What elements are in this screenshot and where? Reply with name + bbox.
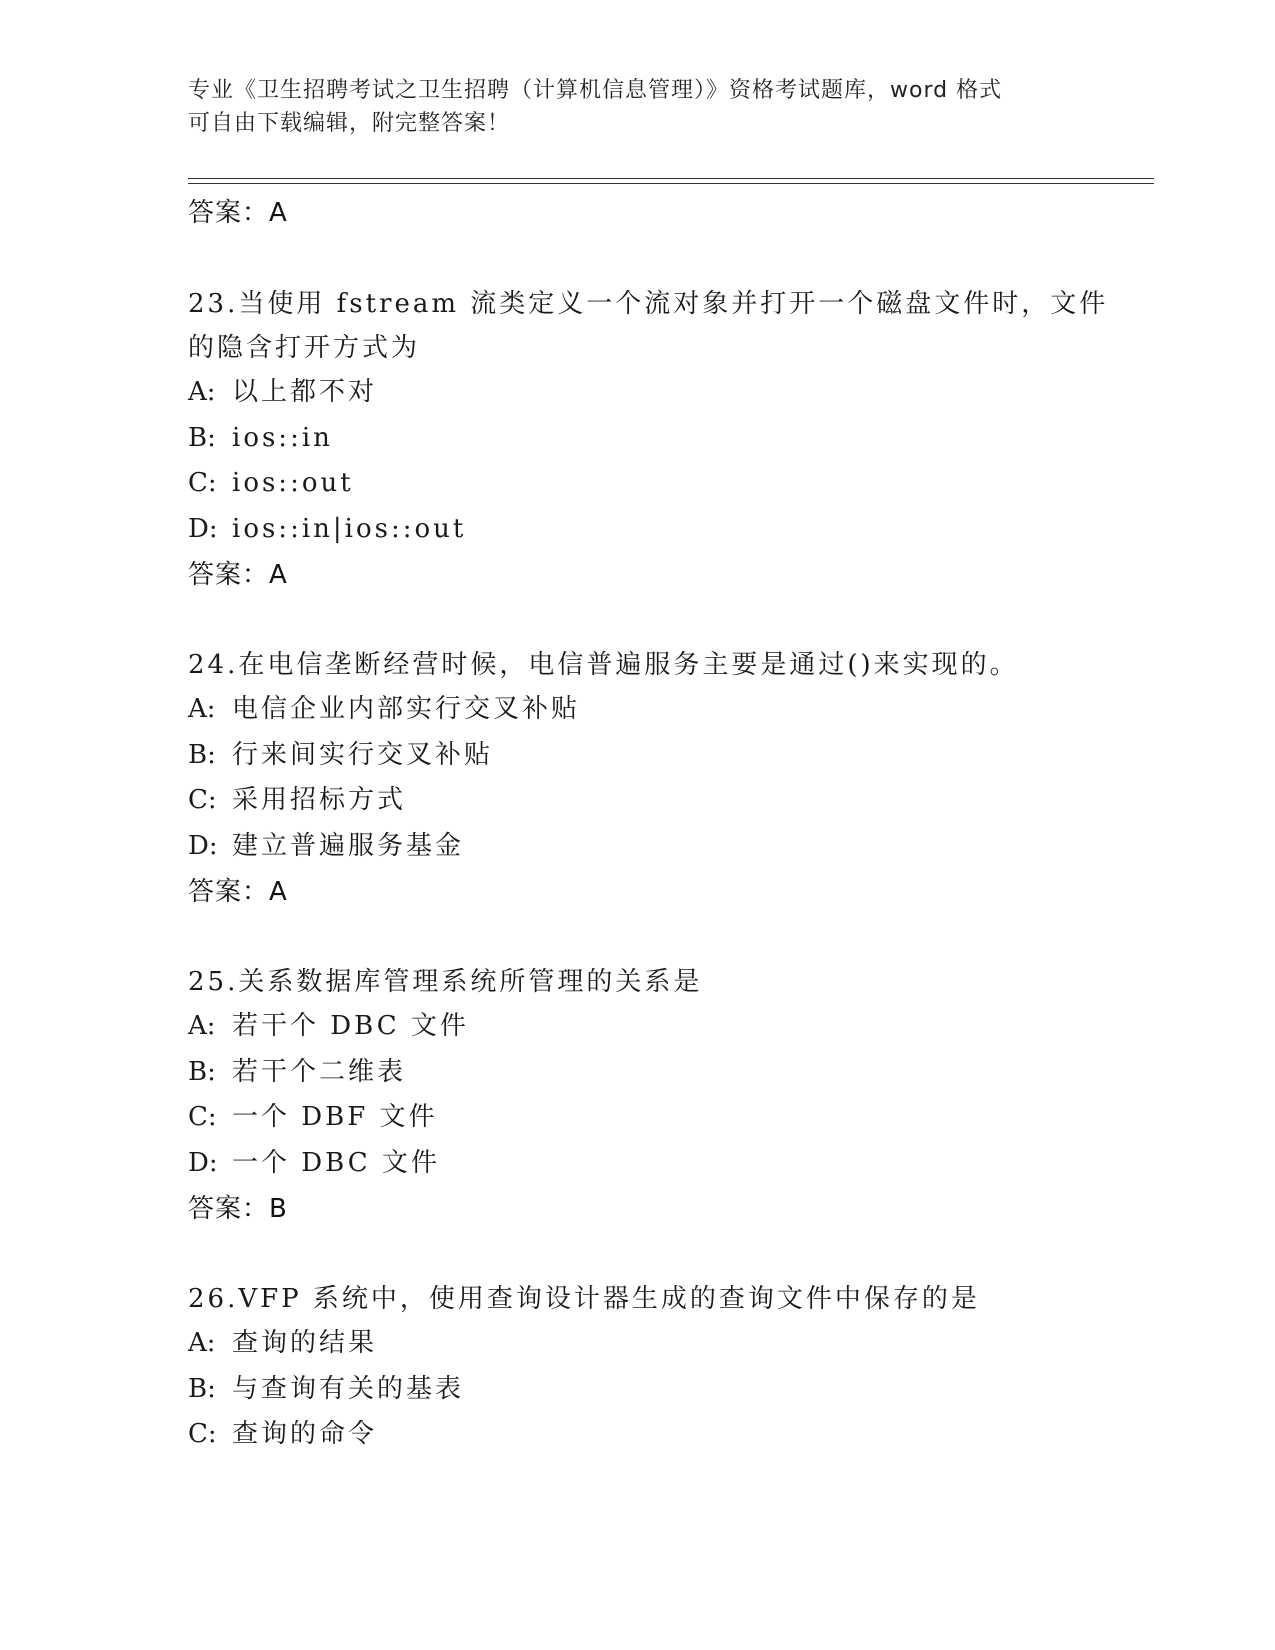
question-text-line-2: 的隐含打开方式为: [188, 333, 421, 363]
option-d: [188, 1141, 1128, 1187]
option-text: 建立普遍服务基金: [232, 830, 465, 861]
question-23: [188, 282, 1128, 598]
answer: 答案：B: [188, 1194, 288, 1224]
option-label: A:: [188, 377, 216, 407]
option-b: [188, 1367, 1128, 1413]
option-label: B:: [188, 1056, 216, 1087]
option-a: [188, 1321, 1128, 1367]
option-text: 行来间实行交叉补贴: [232, 739, 494, 770]
option-a: [188, 687, 1128, 733]
question-24: [188, 643, 1128, 915]
option-c: [188, 461, 1128, 507]
option-label: C:: [188, 1102, 217, 1132]
option-text: ios::in|ios::out: [232, 513, 467, 544]
header-line-1: 专业《卫生招聘考试之卫生招聘（计算机信息管理）》资格考试题库，word 格式: [188, 78, 1003, 103]
option-text: 电信企业内部实行交叉补贴: [232, 694, 581, 724]
previous-answer: 答案：A: [188, 198, 288, 228]
option-b: [188, 1050, 1128, 1096]
option-d: [188, 824, 1128, 870]
option-text: 采用招标方式: [232, 785, 407, 815]
option-label: A:: [188, 1328, 216, 1358]
option-c: [188, 1095, 1128, 1141]
question-text: 25.关系数据库管理系统所管理的关系是: [188, 967, 703, 997]
option-text: 与查询有关的基表: [232, 1373, 465, 1404]
option-d: [188, 507, 1128, 553]
option-a: [188, 1004, 1128, 1050]
option-b: [188, 416, 1128, 462]
option-label: B:: [188, 422, 216, 453]
option-label: A:: [188, 1011, 216, 1041]
option-label: C:: [188, 468, 217, 498]
option-label: B:: [188, 1373, 216, 1404]
question-list: [188, 190, 1128, 1458]
option-text: 查询的结果: [232, 1328, 378, 1358]
document-header: [188, 74, 1088, 140]
question-text: 26.VFP 系统中，使用查询设计器生成的查询文件中保存的是: [188, 1284, 980, 1314]
option-text: 以上都不对: [232, 377, 378, 407]
option-label: D:: [188, 1147, 218, 1178]
question-25: [188, 960, 1128, 1232]
option-b: [188, 733, 1128, 779]
option-text: 一个 DBC 文件: [232, 1147, 440, 1178]
option-a: [188, 370, 1128, 416]
header-rule-bottom: [188, 183, 1154, 184]
question-text-line-1: 23.当使用 fstream 流类定义一个流对象并打开一个磁盘文件时，文件: [188, 289, 1109, 319]
question-text: 24.在电信垄断经营时候，电信普遍服务主要是通过()来实现的。: [188, 650, 1019, 680]
option-c: [188, 778, 1128, 824]
option-text: 一个 DBF 文件: [232, 1102, 438, 1132]
option-text: 若干个 DBC 文件: [232, 1011, 469, 1041]
option-text: ios::out: [232, 468, 354, 498]
header-rule-top: [188, 178, 1154, 179]
header-line-2: 可自由下载编辑，附完整答案！: [188, 111, 511, 136]
option-label: D:: [188, 513, 218, 544]
option-label: A:: [188, 694, 216, 724]
option-text: ios::in: [232, 422, 333, 453]
question-text: [188, 282, 1128, 370]
option-text: 若干个二维表: [232, 1056, 407, 1087]
option-label: C:: [188, 1419, 217, 1449]
option-label: D:: [188, 830, 218, 861]
option-label: C:: [188, 785, 217, 815]
option-c: [188, 1412, 1128, 1458]
answer: 答案：A: [188, 560, 288, 590]
option-text: 查询的命令: [232, 1419, 378, 1449]
answer: 答案：A: [188, 877, 288, 907]
option-label: B:: [188, 739, 216, 770]
question-26: [188, 1277, 1128, 1458]
